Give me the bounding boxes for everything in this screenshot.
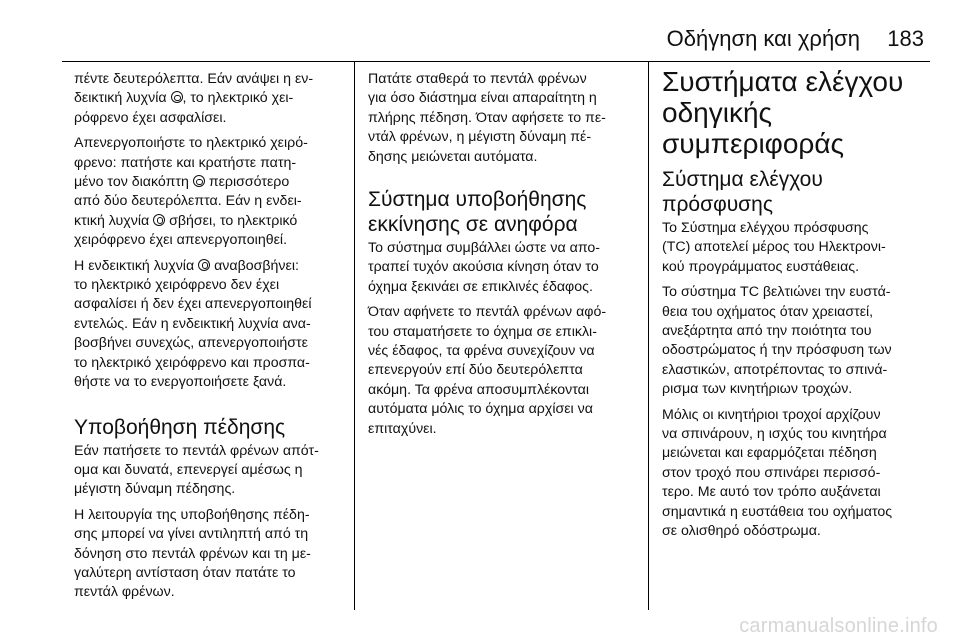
column-divider xyxy=(648,62,649,610)
text-line: κτική λυχνία xyxy=(74,212,150,229)
column-1 xyxy=(74,70,352,609)
parking-brake-indicator-icon xyxy=(198,259,210,271)
text-line: Μόλις οι κινητήριοι τροχοί αρχίζουν xyxy=(662,406,881,423)
text-line: φρενο: πατήστε και κρατήστε πατη- xyxy=(74,154,297,171)
text-line: Το Σύστημα ελέγχου πρόσφυσης xyxy=(662,220,869,236)
paragraph xyxy=(74,70,352,128)
text-line: ασφαλίσει ή δεν έχει απενεργοποιηθεί xyxy=(74,296,312,313)
text-line: δησης μειώνεται αυτόματα. xyxy=(368,148,538,165)
text-line: χειρόφρενο έχει απενεργοποιηθεί. xyxy=(74,232,288,249)
text-line: στον τροχό που σπινάρει περισσό- xyxy=(662,464,881,481)
text-line: το ηλεκτρικό χειρόφρενο δεν έχει xyxy=(74,277,280,294)
text-line: εντελώς. Εάν η ενδεικτική λυχνία ανα- xyxy=(74,315,311,332)
text-line: ανεξάρτητα από την ποιότητα του xyxy=(662,323,872,340)
text-line: μειώνεται και εφαρμόζεται πέδηση xyxy=(662,445,877,462)
text-line: , το ηλεκτρικό χει- xyxy=(182,90,294,107)
heading-line: Σύστημα υποβοήθησης xyxy=(368,188,587,212)
text-line: σβήσει, το ηλεκτρικό xyxy=(169,212,298,229)
paragraph xyxy=(662,283,940,399)
text-line: για όσο διάστημα είναι απαραίτητη η xyxy=(368,90,597,107)
text-line: περισσότερο xyxy=(208,174,290,191)
paragraph xyxy=(662,219,940,277)
column-3 xyxy=(662,66,940,548)
watermark: carmanualsonline.info xyxy=(739,615,938,637)
text-line: όχημα ξεκινάει σε επικλινές έδαφος. xyxy=(368,278,593,295)
heading-driving-control-systems xyxy=(662,66,940,159)
paragraph xyxy=(74,257,352,393)
text-line: θεια του οχήματος όταν χρειαστεί, xyxy=(662,303,874,320)
heading-line: Συστήματα ελέγχου xyxy=(662,66,904,97)
text-line: ρισμα των κινητήριων τροχών. xyxy=(662,381,853,398)
text-line: Πατάτε σταθερά το πεντάλ φρένων xyxy=(368,71,587,87)
text-line: (TC) αποτελεί μέρος του Ηλεκτρονι- xyxy=(662,239,886,256)
text-line: ντάλ φρένων, η μέγιστη δύναμη πέ- xyxy=(368,129,592,146)
text-line: σε ολισθηρό οδόστρωμα. xyxy=(662,523,821,540)
text-line: δόνηση στο πεντάλ φρένων και τη με- xyxy=(74,545,311,562)
text-line: δεικτική λυχνία xyxy=(74,90,167,107)
text-line: Εάν πατήσετε το πεντάλ φρένων απότ- xyxy=(74,442,319,459)
text-line: επενεργούν επί δύο δευτερόλεπτα xyxy=(368,362,583,379)
text-line: νές έδαφος, τα φρένα συνεχίζουν να xyxy=(368,343,595,360)
paragraph xyxy=(662,406,940,542)
text-line: πλήρης πέδηση. Όταν αφήσετε το πε- xyxy=(368,109,606,126)
header-rule xyxy=(62,61,930,62)
text-line: ρόφρενο έχει ασφαλίσει. xyxy=(74,109,227,126)
heading-line: συμπεριφοράς xyxy=(662,128,845,159)
text-line: επιταχύνει. xyxy=(368,420,437,437)
column-divider xyxy=(354,62,355,610)
paragraph xyxy=(368,70,646,167)
text-line: ελαστικών, αποτρέποντας το σπινά- xyxy=(662,361,888,378)
text-line: αυτόματα μόλις το όχημα αρχίσει να xyxy=(368,401,593,418)
text-line: τερο. Με αυτό τον τρόπο αυξάνεται xyxy=(662,484,881,501)
text-line: να σπινάρουν, η ισχύς του κινητήρα xyxy=(662,426,887,443)
text-line: Το σύστημα TC βελτιώνει την ευστά- xyxy=(662,284,891,301)
text-line: οδοστρώματος ή την πρόσφυση των xyxy=(662,342,892,359)
parking-brake-indicator-icon xyxy=(171,91,183,103)
text-line: ακόμη. Τα φρένα αποσυμπλέκονται xyxy=(368,381,590,398)
text-line: βοσβήνει συνεχώς, απενεργοποιήστε xyxy=(74,335,308,352)
text-line: κού προγράμματος ευστάθειας. xyxy=(662,258,860,275)
text-line: σημαντικά η ευστάθεια του οχήματος xyxy=(662,503,893,520)
text-line: ομα και δυνατά, επενεργεί αμέσως η xyxy=(74,461,303,478)
heading-hill-start-assist xyxy=(368,187,646,237)
text-line: από δύο δευτερόλεπτα. Εάν η ενδει- xyxy=(74,193,302,210)
text-line: Όταν αφήνετε το πεντάλ φρένων αφό- xyxy=(368,304,607,321)
page-title: Οδήγηση και χρήση xyxy=(666,26,860,51)
parking-brake-indicator-icon xyxy=(153,214,165,226)
heading-traction-control xyxy=(662,167,940,217)
text-line: μένο τον διακόπτη xyxy=(74,174,189,191)
text-line: το ηλεκτρικό χειρόφρενο και προσπα- xyxy=(74,354,310,371)
paragraph xyxy=(74,506,352,603)
page-header xyxy=(62,22,930,62)
column-2 xyxy=(368,70,646,445)
heading-line: Σύστημα ελέγχου xyxy=(662,168,823,191)
text-line: πέντε δευτερόλεπτα. Εάν ανάψει η εν- xyxy=(74,71,314,87)
parking-brake-switch-icon xyxy=(193,175,205,187)
heading-line: οδηγικής xyxy=(662,97,773,128)
text-line: μέγιστη δύναμη πέδησης. xyxy=(74,481,236,498)
page-number: 183 xyxy=(887,26,924,51)
text-line: τραπεί τυχόν ακούσια κίνηση όταν το xyxy=(368,259,599,276)
heading-line: εκκίνησης σε ανηφόρα xyxy=(368,213,578,237)
text-line: Η λειτουργία της υποβοήθησης πέδη- xyxy=(74,506,310,523)
text-line: του σταματήσετε το όχημα σε επικλι- xyxy=(368,323,597,340)
paragraph xyxy=(368,303,646,439)
paragraph xyxy=(74,442,352,500)
paragraph xyxy=(368,239,646,297)
text-line: Απενεργοποιήστε το ηλεκτρικό χειρό- xyxy=(74,135,308,152)
heading-brake-assist: Υποβοήθηση πέδησης xyxy=(74,415,286,439)
heading-line: πρόσφυσης xyxy=(662,193,773,216)
text-line: Το σύστημα συμβάλλει ώστε να απο- xyxy=(368,240,601,257)
paragraph xyxy=(74,134,352,250)
text-line: γαλύτερη αντίσταση όταν πατάτε το xyxy=(74,564,296,581)
text-line: Η ενδεικτική λυχνία xyxy=(74,257,195,274)
text-line: αναβοσβήνει: xyxy=(214,257,299,274)
text-line: θήστε να το ενεργοποιήσετε ξανά. xyxy=(74,374,287,391)
text-line: σης μπορεί να γίνει αντιληπτή από τη xyxy=(74,526,309,543)
text-line: πεντάλ φρένων. xyxy=(74,584,175,601)
